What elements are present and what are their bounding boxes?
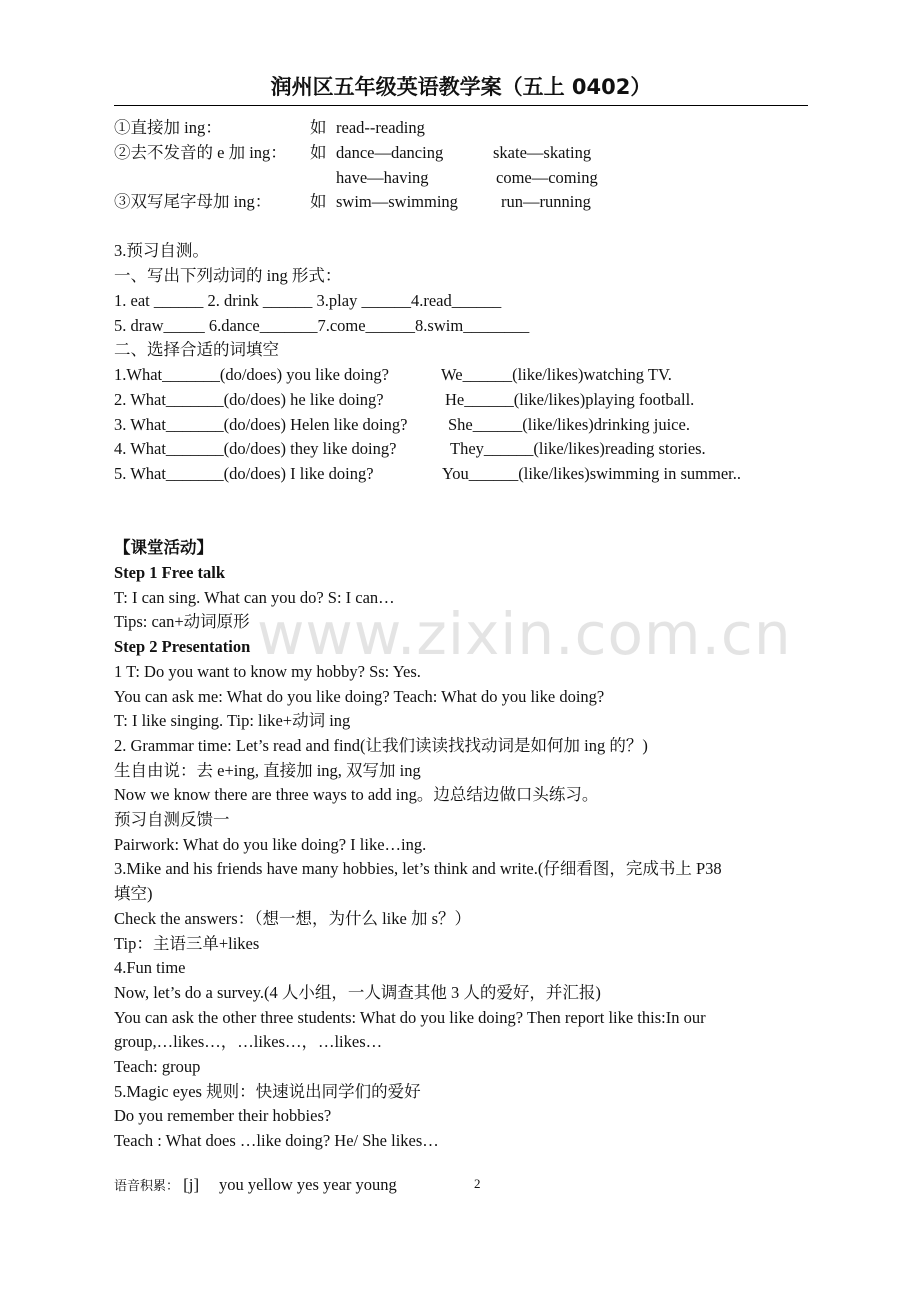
classroom-line: Pairwork: What do you like doing? I like…ing. (114, 834, 427, 854)
part2-question: 4. What_______(do/does) they like doing? (114, 439, 397, 458)
rule-row-4 (114, 191, 591, 213)
classroom-line: 2. Grammar time: Let’s read and find(让我们读读找找动词是如何加 ing 的？) (114, 735, 648, 755)
footer-words: you yellow yes year young (219, 1175, 397, 1194)
part2-question-row (114, 414, 690, 436)
classroom-line: 填空) (114, 884, 153, 904)
part2-question-row (114, 438, 706, 460)
classroom-line: 预习自测反馈一 (114, 810, 230, 829)
classroom-line: T: I can sing. What can you do? S: I can… (114, 587, 395, 607)
page-number: 2 (474, 1176, 481, 1191)
footer-label: 语音积累： (114, 1178, 180, 1193)
part2-question: 2. What_______(do/does) he like doing? (114, 390, 384, 409)
rule-row-1 (114, 117, 425, 139)
rule-ru: 如 (310, 192, 327, 211)
classroom-line: Tips: can+动词原形 (114, 612, 250, 632)
rule-example: skate—skating (493, 143, 592, 162)
rule-example: have—having (336, 168, 429, 187)
classroom-line: You can ask the other three students: What do you like doing? Then report like this:In our (114, 1007, 706, 1027)
part1-line-2: 5. draw_____ 6.dance_______7.come______8.swim________ (114, 316, 530, 335)
part2-question: 1.What_______(do/does) you like doing? (114, 365, 389, 384)
part1-line-1: 1. eat ______ 2. drink ______ 3.play ______4.read______ (114, 291, 502, 310)
classroom-line: 3.Mike and his friends have many hobbies, let’s think and write.(仔细看图，完成书上 P38 (114, 859, 722, 879)
rule-ru: 如 (310, 143, 327, 162)
rule-example: read--reading (336, 118, 425, 137)
classroom-line: Do you remember their hobbies? (114, 1106, 332, 1126)
part2-answer: He______(like/likes)playing football. (445, 390, 695, 409)
rule-example: come—coming (496, 168, 598, 187)
rule-ru: 如 (310, 118, 327, 137)
classroom-line: Now we know there are three ways to add ing。边总结边做口头练习。 (114, 785, 599, 805)
classroom-line: Teach : What does …like doing? He/ She likes… (114, 1131, 439, 1151)
classroom-line: Teach: group (114, 1057, 201, 1076)
rule-example: run—running (501, 192, 591, 211)
watermark: www.zixin.com.cn (257, 600, 792, 668)
classroom-line: T: I like singing. Tip: like+动词 ing (114, 711, 351, 731)
classroom-line: You can ask me: What do you like doing? Teach: What do you like doing? (114, 686, 605, 706)
rule-row-2 (114, 142, 592, 164)
part2-question-row (114, 389, 695, 411)
footer-phonetic: [j] (183, 1175, 200, 1194)
classroom-line: 1 T: Do you want to know my hobby? Ss: Yes. (114, 661, 421, 681)
classroom-line: group,…likes…，…likes…，…likes… (114, 1032, 383, 1052)
rule-example: dance—dancing (336, 143, 444, 162)
step-heading: Step 2 Presentation (114, 637, 251, 657)
classroom-line: 5.Magic eyes 规则：快速说出同学们的爱好 (114, 1081, 421, 1101)
classroom-line: 生自由说：去 e+ing, 直接加 ing, 双写加 ing (114, 760, 421, 780)
classroom-line: Check the answers：（想一想，为什么 like 加 s？） (114, 908, 471, 928)
part1-title: 一、写出下列动词的 ing 形式： (114, 266, 342, 285)
part2-answer: She______(like/likes)drinking juice. (448, 415, 690, 434)
page-header-title: 润州区五年级英语教学案（五上 0402） (114, 72, 808, 106)
part2-question-row (114, 463, 741, 485)
classroom-line: Now, let’s do a survey.(4 人小组，一人调查其他 3 人的爱好，并汇报) (114, 982, 601, 1002)
part2-answer: We______(like/likes)watching TV. (441, 365, 672, 384)
rule-example: swim—swimming (336, 192, 458, 211)
part2-answer: You______(like/likes)swimming in summer.. (442, 464, 741, 483)
part2-question: 3. What_______(do/does) Helen like doing? (114, 415, 408, 434)
footer-phonics (114, 1174, 397, 1197)
classroom-line: Tip：主语三单+likes (114, 933, 260, 953)
part2-question-row (114, 364, 672, 386)
rule-label: ②去不发音的 e 加 ing： (114, 143, 287, 162)
classroom-title: 【课堂活动】 (114, 538, 213, 557)
step-heading: Step 1 Free talk (114, 563, 226, 582)
part2-title: 二、选择合适的词填空 (114, 340, 279, 359)
rule-label: ③双写尾字母加 ing： (114, 192, 272, 211)
part2-answer: They______(like/likes)reading stories. (450, 439, 706, 458)
part2-question: 5. What_______(do/does) I like doing? (114, 464, 374, 483)
classroom-line: 4.Fun time (114, 958, 186, 978)
rule-label: ①直接加 ing： (114, 118, 222, 137)
preview-heading: 3.预习自测。 (114, 241, 209, 260)
